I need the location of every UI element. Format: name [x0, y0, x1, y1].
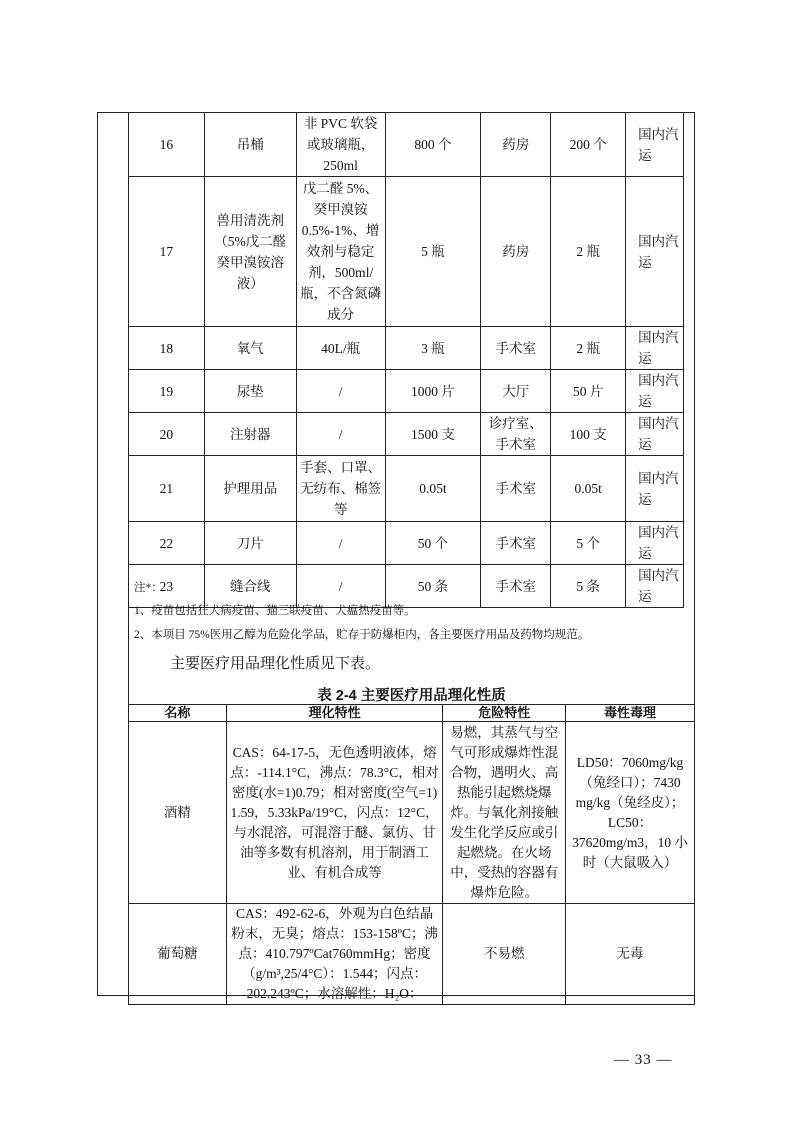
cell-hazard: 不易燃 [443, 904, 566, 1005]
cell-amount: 5 瓶 [385, 177, 481, 327]
cell-hazard: 易燃，其蒸气与空气可形成爆炸性混合物，遇明火、高热能引起燃烧爆炸。与氧化剂接触发生化学反应或引起燃烧。在火场中，受热的容器有爆炸危险。 [443, 722, 566, 904]
cell-spec: / [296, 565, 385, 608]
header-props: 理化特性 [226, 705, 443, 722]
cell-storage: 200 个 [551, 113, 626, 177]
cell-amount: 0.05t [385, 456, 481, 522]
cell-name: 刀片 [204, 522, 296, 565]
cell-no: 19 [129, 370, 205, 413]
cell-spec: 非 PVC 软袋或玻璃瓶，250ml [296, 113, 385, 177]
cell-spec: / [296, 413, 385, 456]
cell-transport: 国内汽运 [626, 565, 684, 608]
cell-transport: 国内汽运 [626, 113, 684, 177]
header-name: 名称 [129, 705, 227, 722]
cell-transport: 国内汽运 [626, 327, 684, 370]
cell-no: 18 [129, 327, 205, 370]
cell-spec: 手套、口罩、无纺布、棉签等 [296, 456, 385, 522]
cell-no: 16 [129, 113, 205, 177]
header-hazard: 危险特性 [443, 705, 566, 722]
cell-amount: 800 个 [385, 113, 481, 177]
cell-name: 护理用品 [204, 456, 296, 522]
properties-table [128, 704, 695, 1005]
cell-no: 23 [129, 565, 205, 608]
cell-name: 葡萄糖 [129, 904, 227, 1005]
cell-no: 20 [129, 413, 205, 456]
notes-heading: 注*： [134, 582, 163, 594]
cell-transport: 国内汽运 [626, 522, 684, 565]
cell-name: 兽用清洗剂（5%戊二醛癸甲溴铵溶液） [204, 177, 296, 327]
cell-spec: / [296, 522, 385, 565]
note-item-1: 1、疫苗包括狂犬病疫苗、猫三联疫苗、犬瘟热疫苗等。 [134, 605, 416, 617]
table-row [129, 113, 684, 177]
cell-transport: 国内汽运 [626, 177, 684, 327]
cell-props: CAS：492-62-6，外观为白色结晶粉末，无臭；熔点：153-158ºC；沸点：410.797ºCat760mmHg；密度（g/m³,25/4°C）：1.544；闪点：202.243ºC；水溶解性：H₂O： [226, 904, 443, 1005]
cell-toxicity: LD50：7060mg/kg（兔经口）；7430 mg/kg（兔经皮）；LC50：37620mg/m3，10 小时（大鼠吸入） [566, 722, 695, 904]
cell-spec: / [296, 370, 385, 413]
materials-table [128, 112, 684, 608]
cell-no: 21 [129, 456, 205, 522]
cell-name: 尿垫 [204, 370, 296, 413]
cell-storage: 100 支 [551, 413, 626, 456]
cell-no: 17 [129, 177, 205, 327]
cell-props: CAS：64-17-5，无色透明液体，熔点：-114.1°C，沸点：78.3°C，相对密度(水=1)0.79；相对密度(空气=1) 1.59，5.33kPa/19°C，闪点：12°C，与水混溶，可混溶于醚、氯仿、甘油等多数有机溶剂，用于制酒工业、有机合成等 [226, 722, 443, 904]
cell-amount: 50 个 [385, 522, 481, 565]
cell-transport: 国内汽运 [626, 370, 684, 413]
cell-location: 诊疗室、手术室 [481, 413, 551, 456]
cell-storage: 50 片 [551, 370, 626, 413]
cell-location: 药房 [481, 113, 551, 177]
table-row [129, 327, 684, 370]
cell-storage: 2 瓶 [551, 177, 626, 327]
cell-amount: 50 条 [385, 565, 481, 608]
cell-amount: 1000 片 [385, 370, 481, 413]
cell-spec: 戊二醛 5%、癸甲溴铵 0.5%-1%、增效剂与稳定剂，500ml/瓶，不含氮磷成分 [296, 177, 385, 327]
table2-caption: 表 2-4 主要医疗用品理化性质 [317, 688, 506, 704]
cell-name: 吊桶 [204, 113, 296, 177]
cell-name: 氧气 [204, 327, 296, 370]
cell-name: 酒精 [129, 722, 227, 904]
cell-amount: 3 瓶 [385, 327, 481, 370]
cell-transport: 国内汽运 [626, 413, 684, 456]
table-row [129, 370, 684, 413]
table-row [129, 565, 684, 608]
table-row [129, 722, 695, 904]
header-toxicity: 毒性毒理 [566, 705, 695, 722]
page-number: — 33 — [614, 1052, 673, 1068]
cell-amount: 1500 支 [385, 413, 481, 456]
cell-spec: 40L/瓶 [296, 327, 385, 370]
cell-no: 22 [129, 522, 205, 565]
cell-location: 手术室 [481, 327, 551, 370]
intro-paragraph: 主要医疗用品理化性质见下表。 [170, 656, 381, 672]
cell-transport: 国内汽运 [626, 456, 684, 522]
note-item-2: 2、本项目 75%医用乙醇为危险化学品，贮存于防爆柜内，各主要医疗用品及药物均规范。 [134, 629, 590, 641]
cell-name: 缝合线 [204, 565, 296, 608]
cell-storage: 5 个 [551, 522, 626, 565]
table-row [129, 456, 684, 522]
cell-location: 大厅 [481, 370, 551, 413]
cell-location: 手术室 [481, 456, 551, 522]
table-row [129, 522, 684, 565]
cell-location: 手术室 [481, 565, 551, 608]
cell-toxicity: 无毒 [566, 904, 695, 1005]
cell-location: 药房 [481, 177, 551, 327]
cell-location: 手术室 [481, 522, 551, 565]
cell-name: 注射器 [204, 413, 296, 456]
table-row [129, 413, 684, 456]
cell-storage: 2 瓶 [551, 327, 626, 370]
cell-storage: 0.05t [551, 456, 626, 522]
table-row [129, 904, 695, 1005]
table-row [129, 177, 684, 327]
cell-storage: 5 条 [551, 565, 626, 608]
